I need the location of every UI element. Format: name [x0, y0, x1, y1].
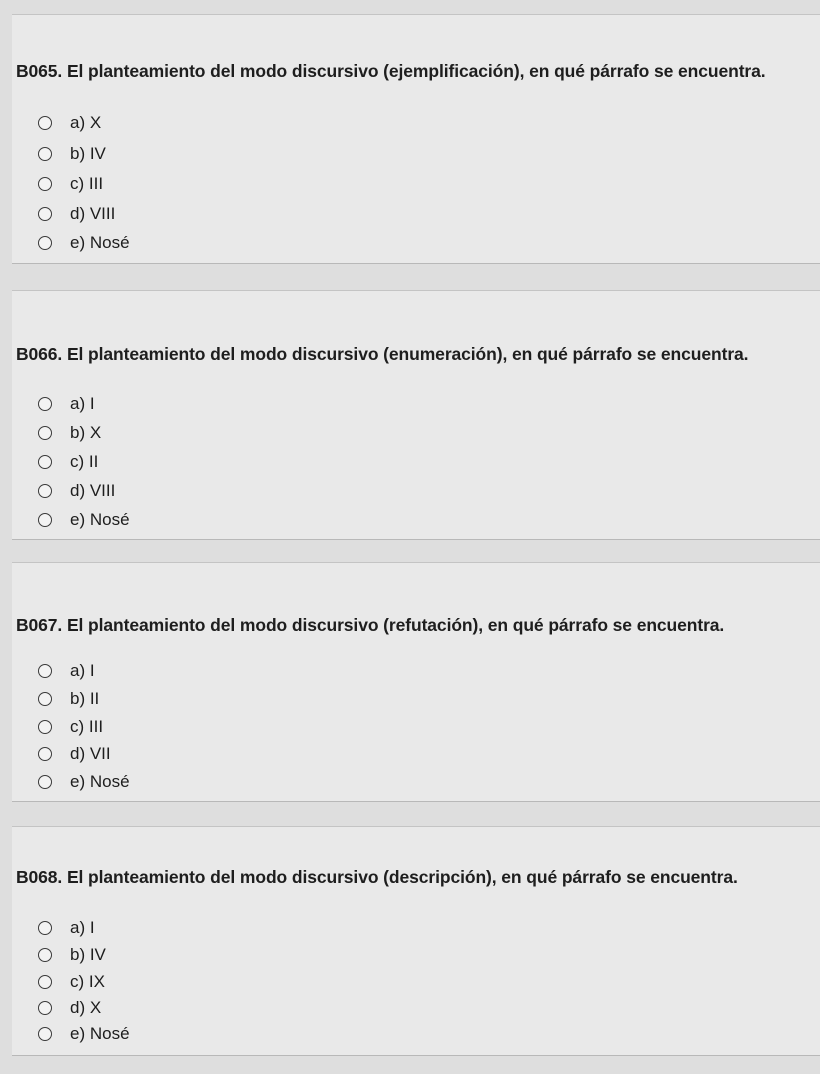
- option-label: d) X: [70, 998, 102, 1017]
- radio-button[interactable]: [38, 1001, 52, 1015]
- radio-button[interactable]: [38, 692, 52, 706]
- option-label: e) Nosé: [70, 1024, 130, 1043]
- radio-button[interactable]: [38, 1027, 52, 1041]
- option-label: e) Nosé: [70, 233, 130, 252]
- option-label: c) III: [70, 717, 104, 736]
- radio-button[interactable]: [38, 720, 52, 734]
- option-a[interactable]: [38, 392, 95, 416]
- option-e[interactable]: [38, 231, 130, 255]
- question-text: B066. El planteamiento del modo discursivo (enumeración), en qué párrafo se encuentra.: [16, 344, 749, 364]
- radio-button[interactable]: [38, 147, 52, 161]
- radio-button[interactable]: [38, 455, 52, 469]
- option-a[interactable]: [38, 916, 95, 940]
- question-card-b067: [12, 562, 820, 802]
- radio-button[interactable]: [38, 513, 52, 527]
- option-d[interactable]: [38, 202, 115, 226]
- radio-button[interactable]: [38, 397, 52, 411]
- option-label: c) II: [70, 452, 99, 471]
- option-label: e) Nosé: [70, 772, 130, 791]
- option-label: b) IV: [70, 945, 106, 964]
- option-label: d) VIII: [70, 481, 116, 500]
- option-b[interactable]: [38, 943, 106, 967]
- radio-button[interactable]: [38, 975, 52, 989]
- option-label: d) VIII: [70, 204, 116, 223]
- option-label: b) X: [70, 423, 102, 442]
- option-d[interactable]: [38, 742, 111, 766]
- option-label: b) IV: [70, 144, 106, 163]
- option-d[interactable]: [38, 996, 101, 1020]
- option-label: a) I: [70, 918, 95, 937]
- radio-button[interactable]: [38, 664, 52, 678]
- question-text: B067. El planteamiento del modo discursivo (refutación), en qué párrafo se encuentra.: [16, 615, 725, 635]
- option-d[interactable]: [38, 479, 115, 503]
- radio-button[interactable]: [38, 921, 52, 935]
- radio-button[interactable]: [38, 236, 52, 250]
- option-c[interactable]: [38, 172, 103, 196]
- radio-button[interactable]: [38, 177, 52, 191]
- option-e[interactable]: [38, 1022, 130, 1046]
- radio-button[interactable]: [38, 484, 52, 498]
- option-label: c) III: [70, 174, 104, 193]
- option-label: a) I: [70, 661, 95, 680]
- radio-button[interactable]: [38, 426, 52, 440]
- option-a[interactable]: [38, 659, 95, 683]
- question-card-b065: [12, 14, 820, 264]
- question-card-b066: [12, 290, 820, 540]
- question-card-b068: [12, 826, 820, 1056]
- radio-button[interactable]: [38, 775, 52, 789]
- radio-button[interactable]: [38, 747, 52, 761]
- option-b[interactable]: [38, 687, 99, 711]
- option-label: b) II: [70, 689, 100, 708]
- option-label: e) Nosé: [70, 510, 130, 529]
- option-a[interactable]: [38, 111, 101, 135]
- option-label: a) I: [70, 394, 95, 413]
- option-label: c) IX: [70, 972, 105, 991]
- radio-button[interactable]: [38, 116, 52, 130]
- option-label: a) X: [70, 113, 102, 132]
- option-e[interactable]: [38, 508, 130, 532]
- option-c[interactable]: [38, 450, 98, 474]
- question-text: B065. El planteamiento del modo discursivo (ejemplificación), en qué párrafo se encuentra.: [16, 61, 766, 81]
- radio-button[interactable]: [38, 948, 52, 962]
- question-text: B068. El planteamiento del modo discursivo (descripción), en qué párrafo se encuentra.: [16, 867, 738, 887]
- radio-button[interactable]: [38, 207, 52, 221]
- option-b[interactable]: [38, 142, 106, 166]
- option-b[interactable]: [38, 421, 101, 445]
- option-c[interactable]: [38, 970, 105, 994]
- option-e[interactable]: [38, 770, 130, 794]
- option-label: d) VII: [70, 744, 111, 763]
- option-c[interactable]: [38, 715, 103, 739]
